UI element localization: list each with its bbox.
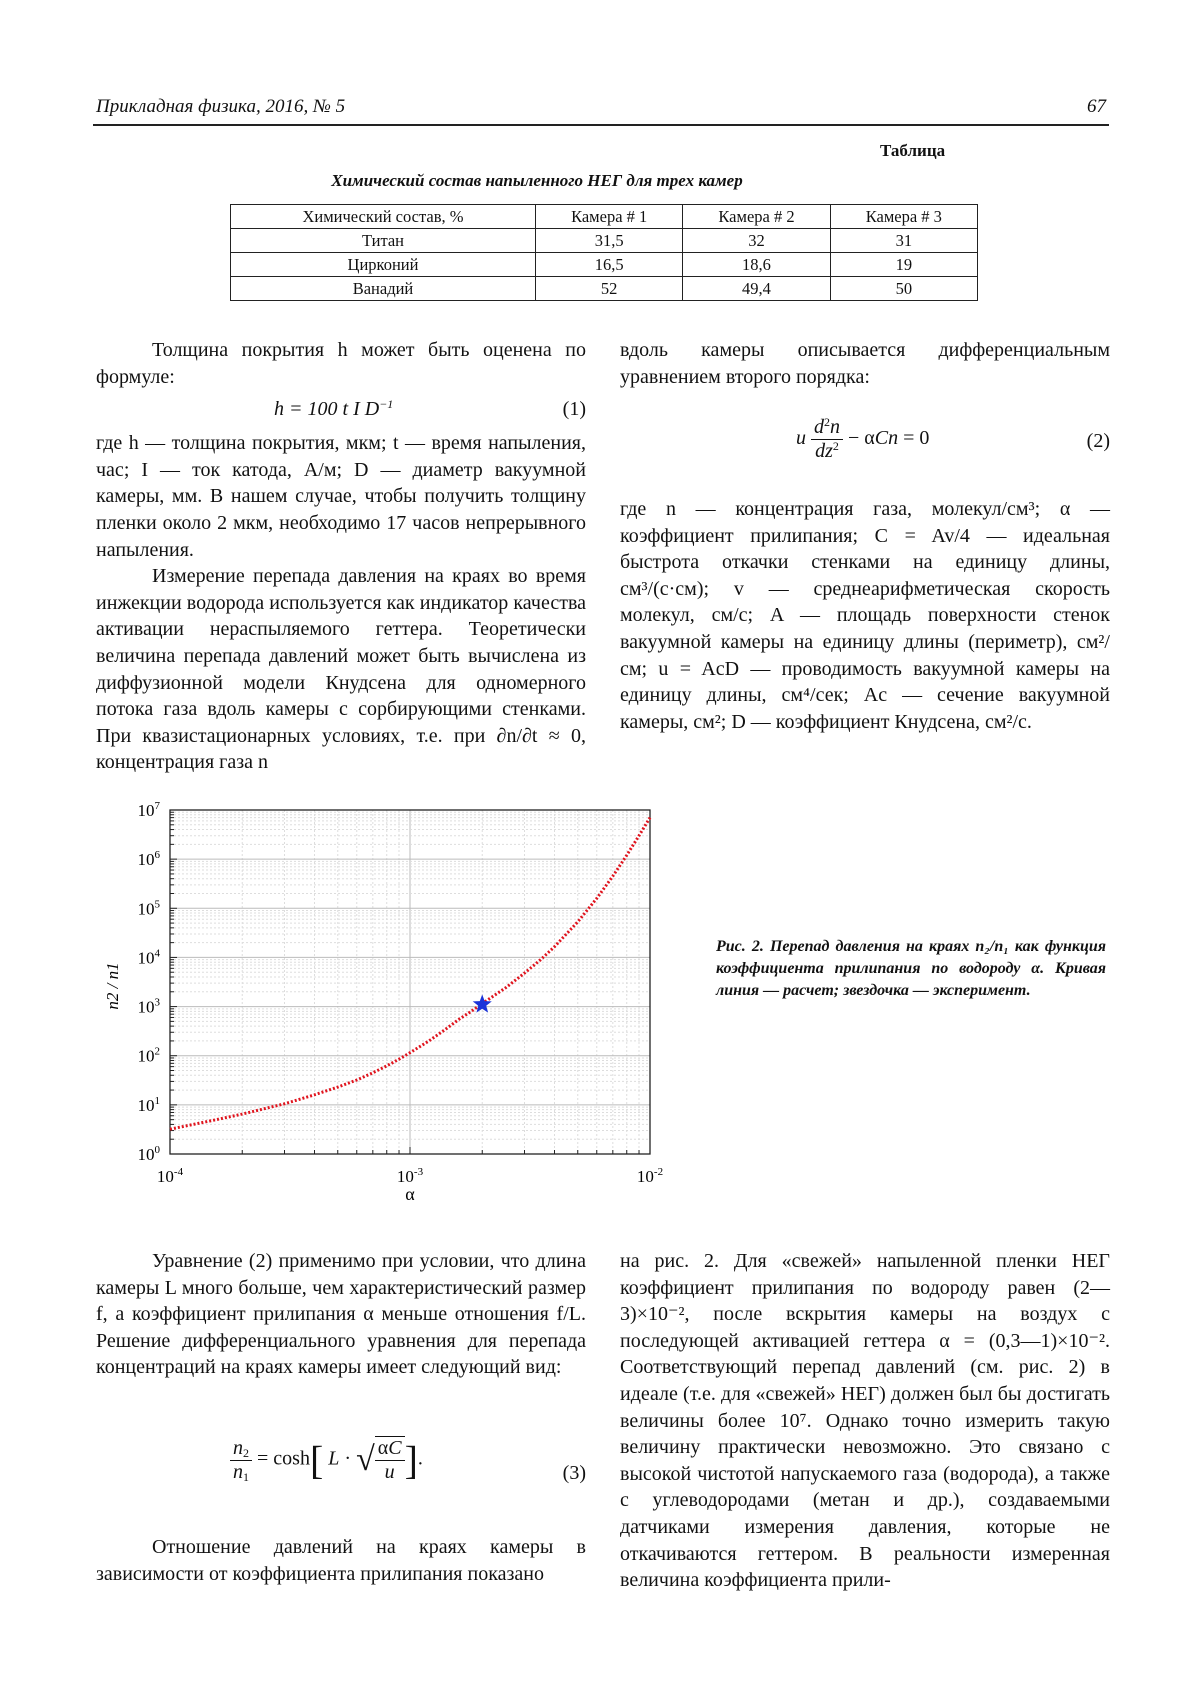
chart-ticks	[170, 812, 639, 1154]
composition-table	[230, 204, 978, 301]
equation-1	[96, 390, 586, 430]
x-tick-label: $10^{-3}$	[396, 1166, 424, 1186]
right-column-top	[620, 337, 1110, 390]
x-tick-label: $10^{-4}$	[156, 1166, 184, 1186]
equation-number: (1)	[562, 398, 586, 421]
figure-2-chart	[96, 790, 676, 1210]
paragraph: Уравнение (2) применимо при условии, что длина камеры L много больше, чем характеристический размер f, а коэффициент прилипания α меньше отношения f/L. Решение дифференциального уравнения для перепада концентраций на краях камеры имеет следующий вид:	[96, 1250, 586, 1379]
table-header-cell: Камера # 1	[536, 205, 683, 229]
x-tick-labels	[157, 1166, 663, 1186]
table-caption: Химический состав напыленного НЕГ для трех камер	[331, 171, 743, 190]
right-column-bottom	[620, 1248, 1110, 1594]
x-axis-label: α	[405, 1184, 415, 1204]
experiment-star-marker	[473, 995, 492, 1013]
table-cell: 19	[830, 253, 977, 277]
equation-2-body: u $\frac{d^2n}{dz^2}$ − αCn = 0	[796, 415, 930, 462]
y-tick-label: $10^3$	[137, 996, 160, 1017]
y-tick-label: $10^7$	[137, 800, 160, 820]
y-axis-label: n2 / n1	[103, 962, 122, 1010]
equation-number: (3)	[562, 1462, 586, 1484]
equation-3	[96, 1436, 586, 1522]
y-tick-label: $10^5$	[137, 898, 160, 919]
paragraph: Толщина покрытия h может быть оценена по формуле:	[96, 339, 586, 388]
header-rule	[93, 124, 1109, 126]
x-tick-label: $10^{-2}$	[636, 1166, 664, 1186]
equation-3-body: $\frac{n_2}{n_1}$ = cosh[ L · √ $\frac{\alpha C}{u}$ ].	[230, 1436, 423, 1484]
paragraph: где n — концентрация газа, молекул/см³; α — коэффициент прилипания; C = Av/4 — идеальная быстрота откачки стенками на единицу длины, см³/(с·см); v — среднеарифметическая скорость молекул, см/с; A — площадь поверхности стенок вакуумной камеры на единицу длины (периметр), см²/см; u = AcD — проводимость вакуумной камеры на единицу длины, см⁴/сек; Ac — сечение вакуумной камеры, см²; D — коэффициент Кнудсена, см²/с.	[620, 498, 1110, 733]
table-cell: 50	[830, 277, 977, 301]
paragraph: Измерение перепада давления на краях во время инжекции водорода используется как индикатор качества активации нераспыляемого геттера. Теоретически величина перепада давлений может быть вычислена из диффузионной модели Кнудсена для одномерного потока газа вдоль камеры с сорбирующими стенками. При квазистационарных условиях, т.е. при ∂n/∂t ≈ 0, концентрация газа n	[96, 565, 586, 774]
chart-grid	[170, 810, 650, 1154]
table-cell: 52	[536, 277, 683, 301]
table-cell: 31,5	[536, 229, 683, 253]
table-header-row	[231, 205, 978, 229]
equation-number: (2)	[1086, 430, 1110, 452]
figure-caption: Рис. 2. Перепад давления на краях n₂/n₁ как функция коэффициента прилипания по водороду α. Кривая линия — расчет; звездочка — эксперимент.	[716, 938, 1106, 999]
left-column-top	[96, 337, 586, 776]
table-header-cell: Камера # 2	[683, 205, 830, 229]
table-row	[231, 253, 978, 277]
paragraph: на рис. 2. Для «свежей» напыленной пленки НЕГ коэффициент прилипания по водороду равен (2—3)×10⁻², после вскрытия камеры на воздух с последующей активацией геттера α = (0,3—1)×10⁻². Соответствующий перепад давлений (см. рис. 2) в идеале (т.е. для «свежей» НЕГ) должен был бы достигать величины более 10⁷. Однако точно измерить такую величину практически невозможно. Это связано с высокой чистотой напускаемого газа (водорода), а также с углеводородами (метан и др.), создаваемыми датчиками измерения давления, которые не откачиваются геттером. В реальности измеренная величина коэффициента прили-	[620, 1250, 1110, 1592]
table-cell: 16,5	[536, 253, 683, 277]
left-column-bottom	[96, 1248, 586, 1381]
table-cell: 31	[830, 229, 977, 253]
table-cell: 49,4	[683, 277, 830, 301]
table-cell: 18,6	[683, 253, 830, 277]
y-tick-labels	[138, 800, 161, 1164]
y-tick-label: $10^1$	[137, 1094, 160, 1115]
y-tick-label: $10^4$	[137, 947, 160, 968]
y-tick-label: $10^0$	[137, 1144, 160, 1164]
paragraph: где h — толщина покрытия, мкм; t — время напыления, час; I — ток катода, А/м; D — диаметр вакуумной камеры, мм. В нашем случае, чтобы получить толщину пленки около 2 мкм, необходимо 17 часов непрерывного напыления.	[96, 432, 586, 561]
y-tick-label: $10^6$	[137, 849, 160, 870]
equation-2	[620, 412, 1110, 478]
table-header-cell: Камера # 3	[830, 205, 977, 229]
journal-title: Прикладная физика, 2016, № 5	[96, 96, 346, 117]
equation-1-body: h = 100 t I $D^{-1}$	[274, 397, 394, 421]
table-header-cell: Химический состав, %	[231, 205, 536, 229]
table-cell: 32	[683, 229, 830, 253]
table-cell: Титан	[231, 229, 536, 253]
paragraph: вдоль камеры описывается дифференциальным уравнением второго порядка:	[620, 339, 1110, 388]
right-column-mid	[620, 496, 1110, 735]
page-number: 67	[1087, 96, 1106, 117]
y-tick-label: $10^2$	[137, 1045, 160, 1066]
table-cell: Ванадий	[231, 277, 536, 301]
running-header	[96, 96, 1106, 118]
table-row	[231, 277, 978, 301]
table-cell: Цирконий	[231, 253, 536, 277]
table-label: Таблица	[880, 141, 946, 160]
paragraph: Отношение давлений на краях камеры в зависимости от коэффициента прилипания показано	[96, 1536, 586, 1585]
left-column-bottom-2	[96, 1534, 586, 1587]
table-row	[231, 229, 978, 253]
